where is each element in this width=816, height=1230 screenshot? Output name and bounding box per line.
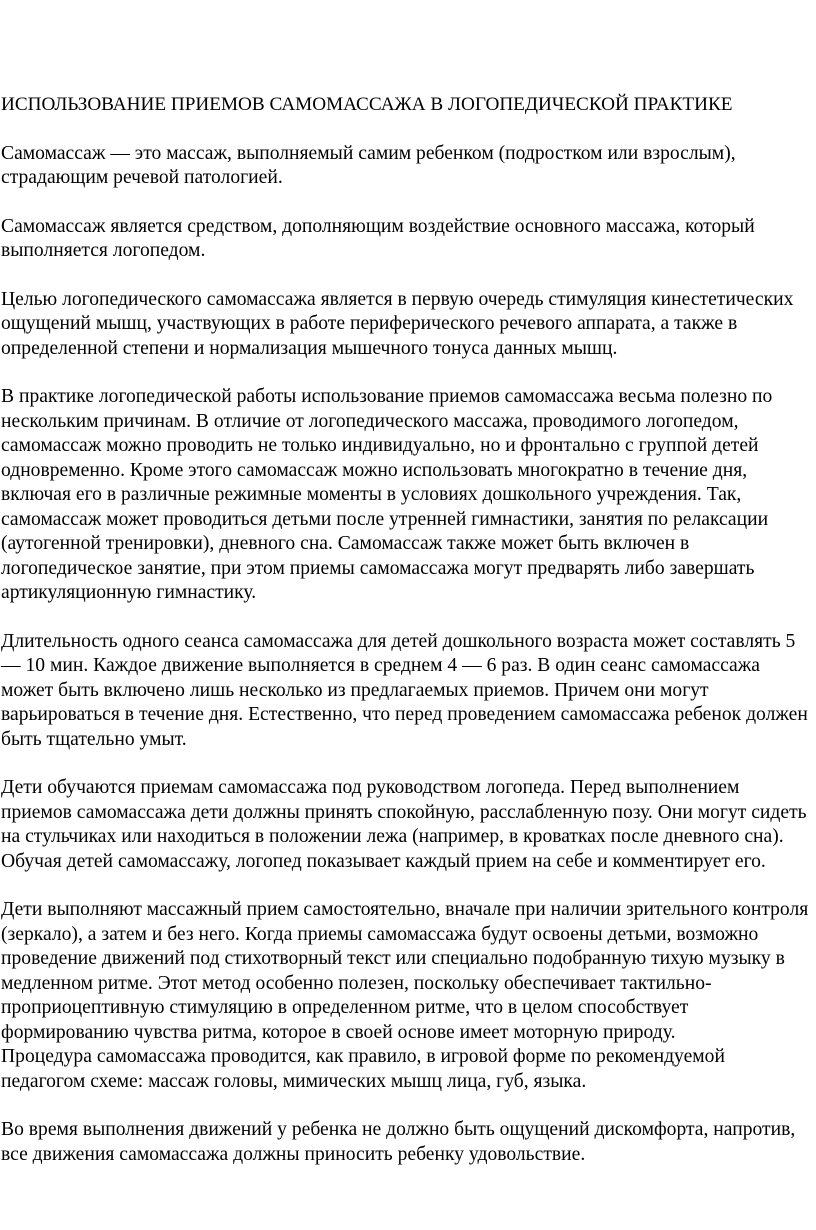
paragraph-complement: Самомассаж является средством, дополняющим воздействие основного массажа, который выполняется логопедом. xyxy=(1,215,755,261)
paragraph-procedure: Процедура самомассажа проводится, как правило, в игровой форме по рекомендуемой педагогом схеме: массаж головы, мимических мышц лица, губ, языка. xyxy=(1,1046,725,1092)
paragraph-duration: Длительность одного сеанса самомассажа для детей дошкольного возраста может составлять 5 — 10 мин. Каждое движение выполняется в среднем 4 — 6 раз. В один сеанс самомассажа может быть включено лишь несколько из предлагаемых приемов. Причем они могут варьироваться в течение дня. Естественно, что перед проведением самомассажа ребенок должен быть тщательно умыт. xyxy=(1,630,808,750)
paragraph-practice: В практике логопедической работы использование приемов самомассажа весьма полезно по нескольким причинам. В отличие от логопедического массажа, проводимого логопедом, самомассаж можно проводить не только индивидуально, но и фронтально с группой детей одновременно. Кроме этого самомассаж можно использовать многократно в течение дня, включая его в различные режимные моменты в условиях дошкольного учреждения. Так, самомассаж может проводиться детьми после утренней гимнастики, занятия по релаксации (аутогенной тренировки), дневного сна. Самомассаж также может быть включен в логопедическое занятие, при этом приемы самомассажа могут предварять либо завершать артикуляционную гимнастику. xyxy=(1,386,773,603)
document-title: ИСПОЛЬЗОВАНИЕ ПРИЕМОВ САМОМАССАЖА В ЛОГОПЕДИЧЕСКОЙ ПРАКТИКЕ xyxy=(1,94,733,115)
paragraph-execution: Дети выполняют массажный прием самостоятельно, вначале при наличии зрительного контроля (зеркало), а затем и без него. Когда приемы самомассажа будут освоены детьми, возможно проведение движений под стихотворный текст или специально подобранную тихую музыку в медленном ритме. Этот метод особенно полезен, поскольку обеспечивает тактильно-проприоцептивную стимуляцию в определенном ритме, что в целом способствует формированию чувства ритма, которое в своей основе имеет моторную природу. xyxy=(1,899,809,1043)
paragraph-training: Дети обучаются приемам самомассажа под руководством логопеда. Перед выполнением приемов самомассажа дети должны принять спокойную, расслабленную позу. Они могут сидеть на стульчиках или находиться в положении лежа (например, в кроватках после дневного сна). Обучая детей самомассажу, логопед показывает каждый прием на себе и комментирует его. xyxy=(1,777,807,872)
document-page xyxy=(0,93,813,1191)
paragraph-comfort: Во время выполнения движений у ребенка не должно быть ощущений дискомфорта, напротив, все движения самомассажа должны приносить ребенку удовольствие. xyxy=(1,1119,796,1165)
paragraph-goal: Целью логопедического самомассажа является в первую очередь стимуляция кинестетических ощущений мышц, участвующих в работе периферического речевого аппарата, а также в определенной степени и нормализация мышечного тонуса данных мышц. xyxy=(1,288,794,359)
paragraph-definition: Самомассаж — это массаж, выполняемый самим ребенком (подростком или взрослым), страдающим речевой патологией. xyxy=(1,142,736,188)
